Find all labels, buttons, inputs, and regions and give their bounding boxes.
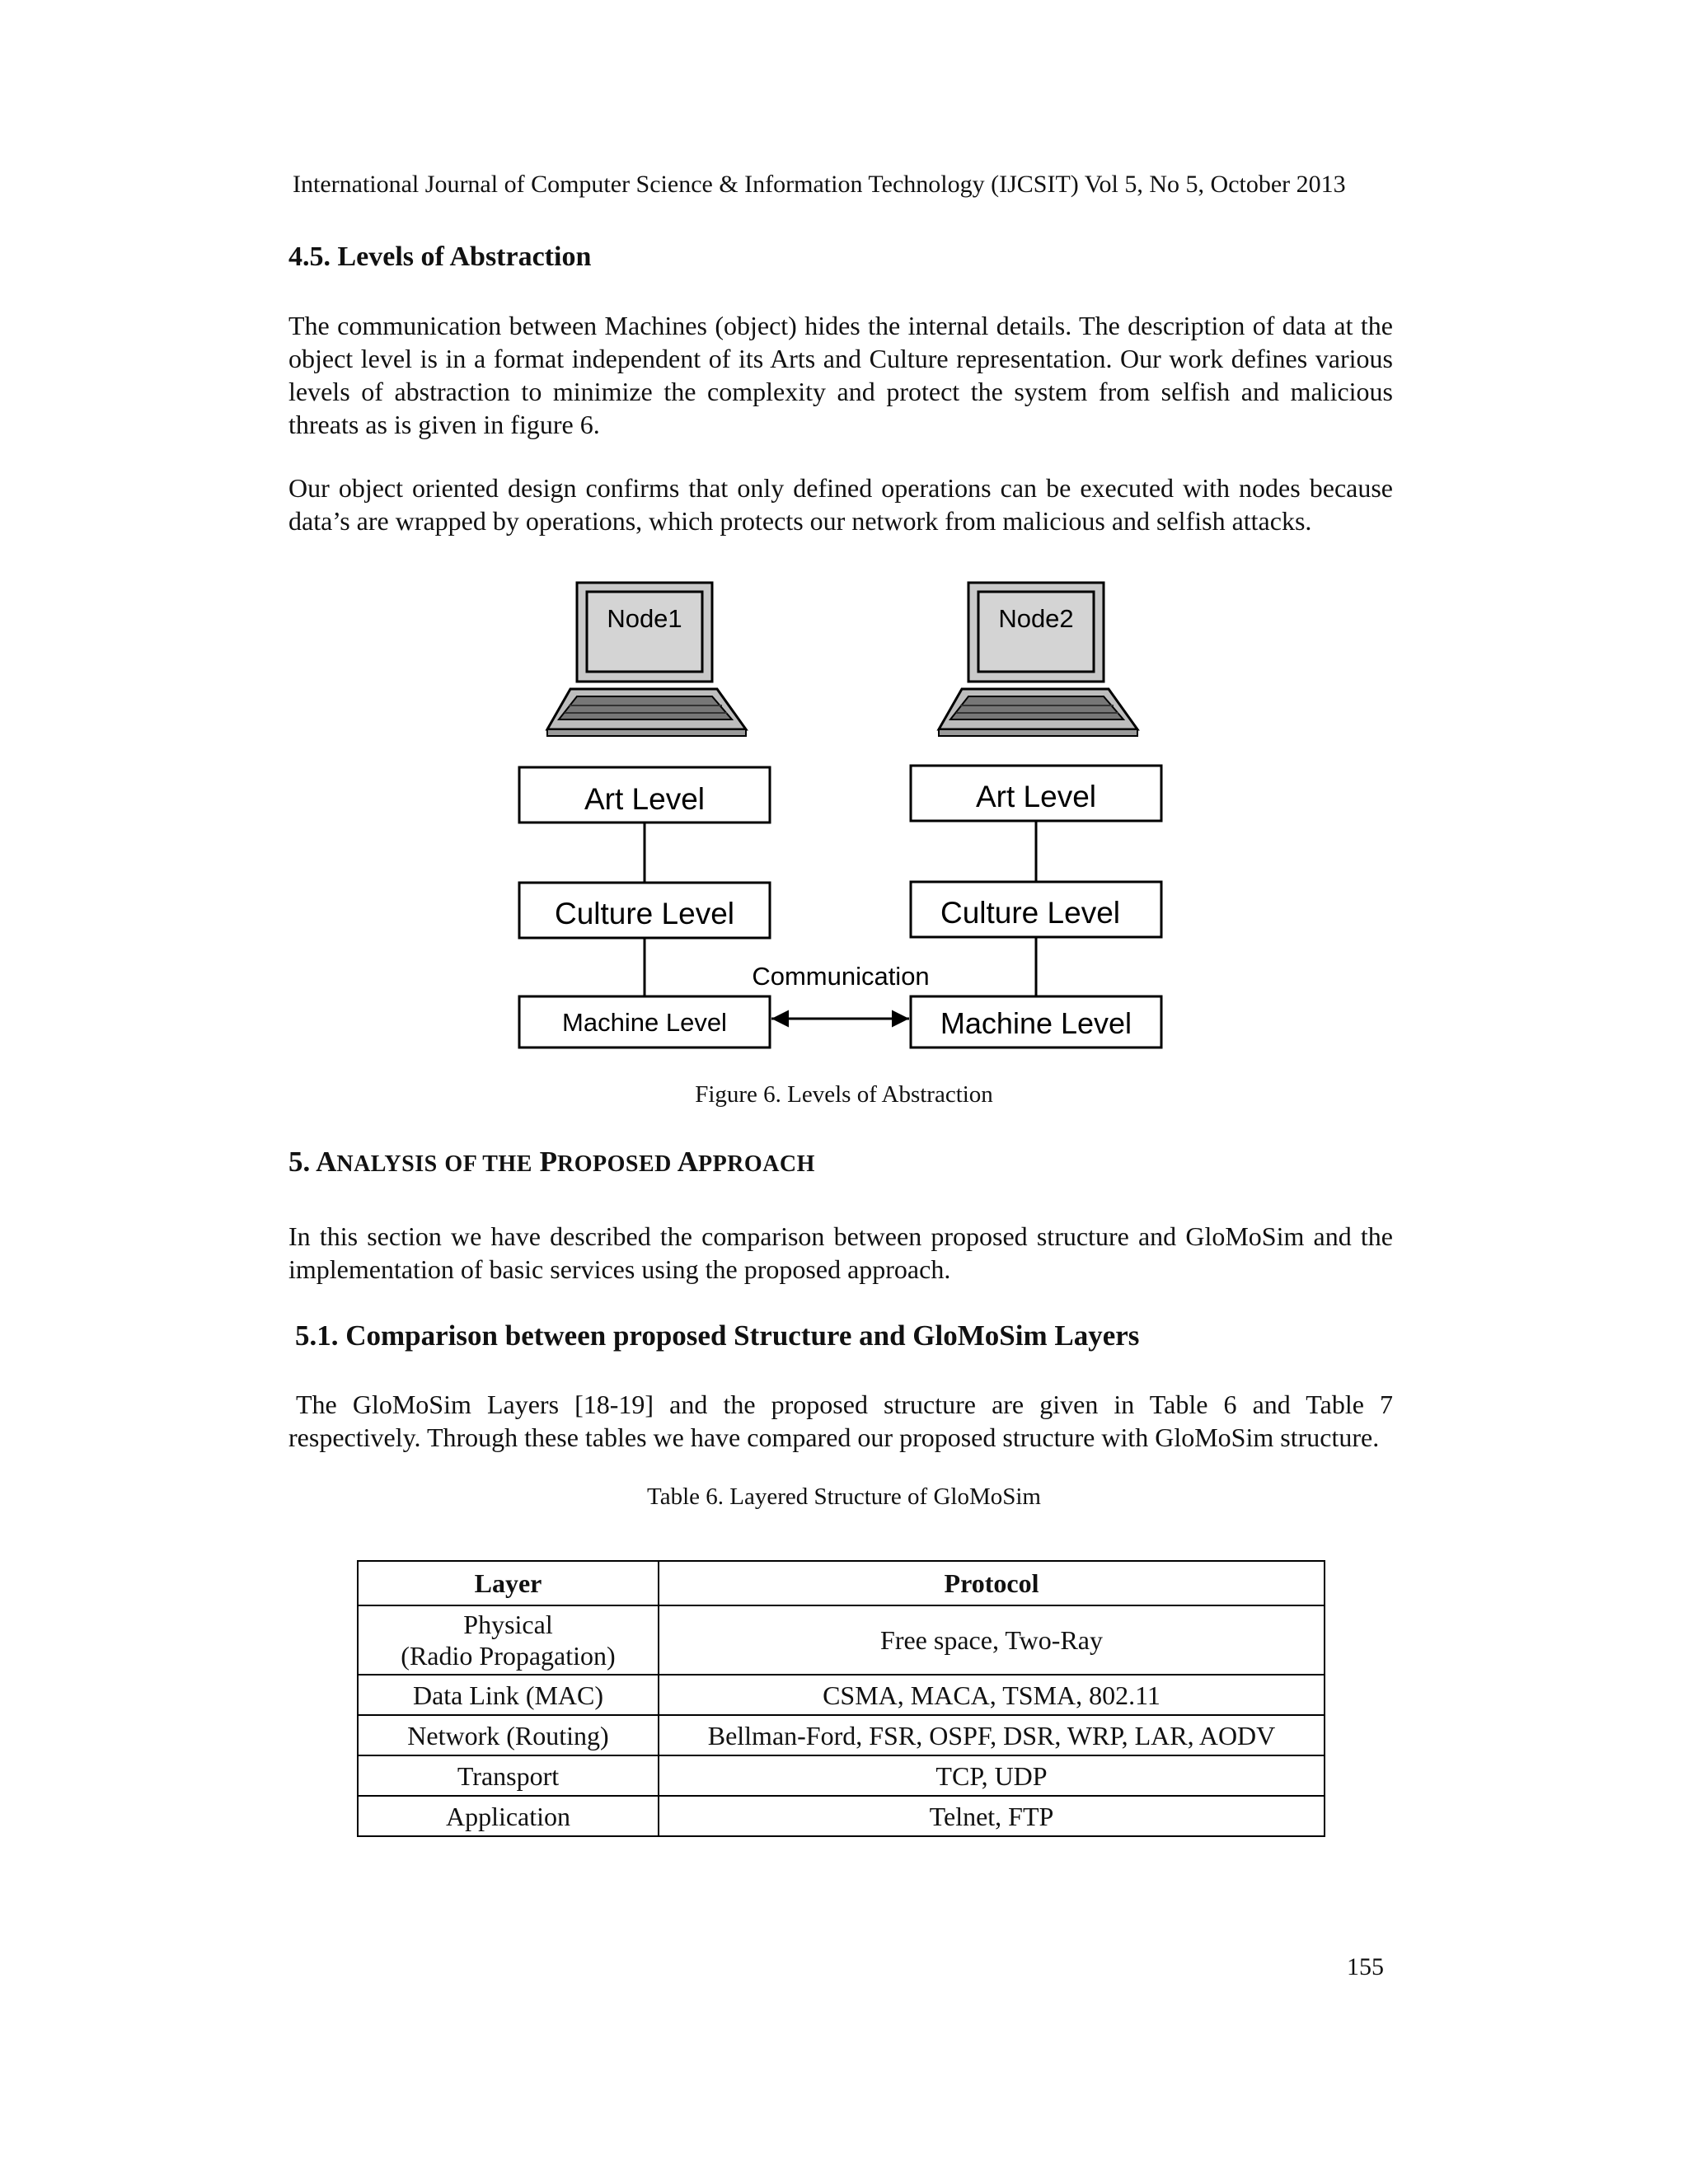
section-5-word-2: OF THE	[444, 1151, 532, 1177]
section-heading-5	[288, 1146, 815, 1179]
right-art-level-label: Art Level	[975, 780, 1097, 813]
table-cell-protocol: Bellman-Ford, FSR, OSPF, DSR, WRP, LAR, AODV	[659, 1715, 1325, 1755]
communication-label: Communication	[752, 962, 930, 991]
table-row	[358, 1796, 1325, 1836]
paragraph-section-5-1: The GloMoSim Layers [18-19] and the proposed structure are given in Table 6 and Table 7 respectively. Through these tables we have compared our proposed structure with GloMoSim structure.	[288, 1390, 1393, 1452]
table-row	[358, 1605, 1325, 1675]
table-cell-layer: Transport	[358, 1755, 659, 1796]
table-cell-protocol: CSMA, MACA, TSMA, 802.11	[659, 1675, 1325, 1715]
figure-levels-of-abstraction	[0, 0, 1688, 1088]
section-5-word-4: APPROACH	[677, 1146, 815, 1178]
section-5-number: 5.	[288, 1146, 311, 1178]
table-header-row	[358, 1561, 1325, 1605]
paragraph-object-oriented: Our object oriented design confirms that only defined operations can be executed with nodes because data’s are wrapped by operations, which protects our network from malicious and selfish attacks.	[288, 473, 1393, 536]
left-culture-level-label: Culture Level	[554, 897, 735, 930]
section-5-word-1: ANALYSIS	[316, 1146, 438, 1178]
right-culture-level-label: Culture Level	[940, 896, 1121, 930]
table-header-protocol: Protocol	[659, 1561, 1325, 1605]
table-cell-protocol: Telnet, FTP	[659, 1796, 1325, 1836]
right-machine-level-label: Machine Level	[940, 1006, 1132, 1040]
table-cell-layer: Application	[358, 1796, 659, 1836]
section-5-word-3: PROPOSED	[539, 1146, 672, 1178]
table-cell-layer: Network (Routing)	[358, 1715, 659, 1755]
figure-caption: Figure 6. Levels of Abstraction	[695, 1081, 993, 1108]
table-row	[358, 1715, 1325, 1755]
table-header-layer: Layer	[358, 1561, 659, 1605]
table-cell-protocol: Free space, Two-Ray	[659, 1605, 1325, 1675]
running-header: International Journal of Computer Science & Information Technology (IJCSIT) Vol 5, No 5, October 2013	[293, 171, 1346, 198]
left-art-level-label: Art Level	[584, 782, 706, 816]
paragraph-abstraction-intro: The communication between Machines (object) hides the internal details. The description of data at the object level is in a format independent of its Arts and Culture representation. Our work defines various levels of abstraction to minimize the complexity and protect the system from selfish and malicious threats as is given in figure 6.	[288, 311, 1393, 439]
table-layered-structure-glomosim	[357, 1560, 1325, 1837]
section-heading-4-5: 4.5. Levels of Abstraction	[288, 241, 592, 272]
left-machine-level-label: Machine Level	[562, 1008, 727, 1037]
table-cell-protocol: TCP, UDP	[659, 1755, 1325, 1796]
table-row	[358, 1755, 1325, 1796]
page-number: 155	[1347, 1953, 1384, 1980]
table-cell-layer: Physical (Radio Propagation)	[358, 1605, 659, 1675]
paragraph-section-5-intro: In this section we have described the comparison between proposed structure and GloMoSim and the implementation of basic services using the proposed approach.	[288, 1221, 1393, 1284]
table-row	[358, 1675, 1325, 1715]
table-cell-layer: Data Link (MAC)	[358, 1675, 659, 1715]
table6-caption: Table 6. Layered Structure of GloMoSim	[647, 1483, 1041, 1510]
node2-label: Node2	[998, 604, 1074, 633]
node1-label: Node1	[607, 604, 682, 633]
section-heading-5-1: 5.1. Comparison between proposed Structure and GloMoSim Layers	[295, 1319, 1140, 1352]
